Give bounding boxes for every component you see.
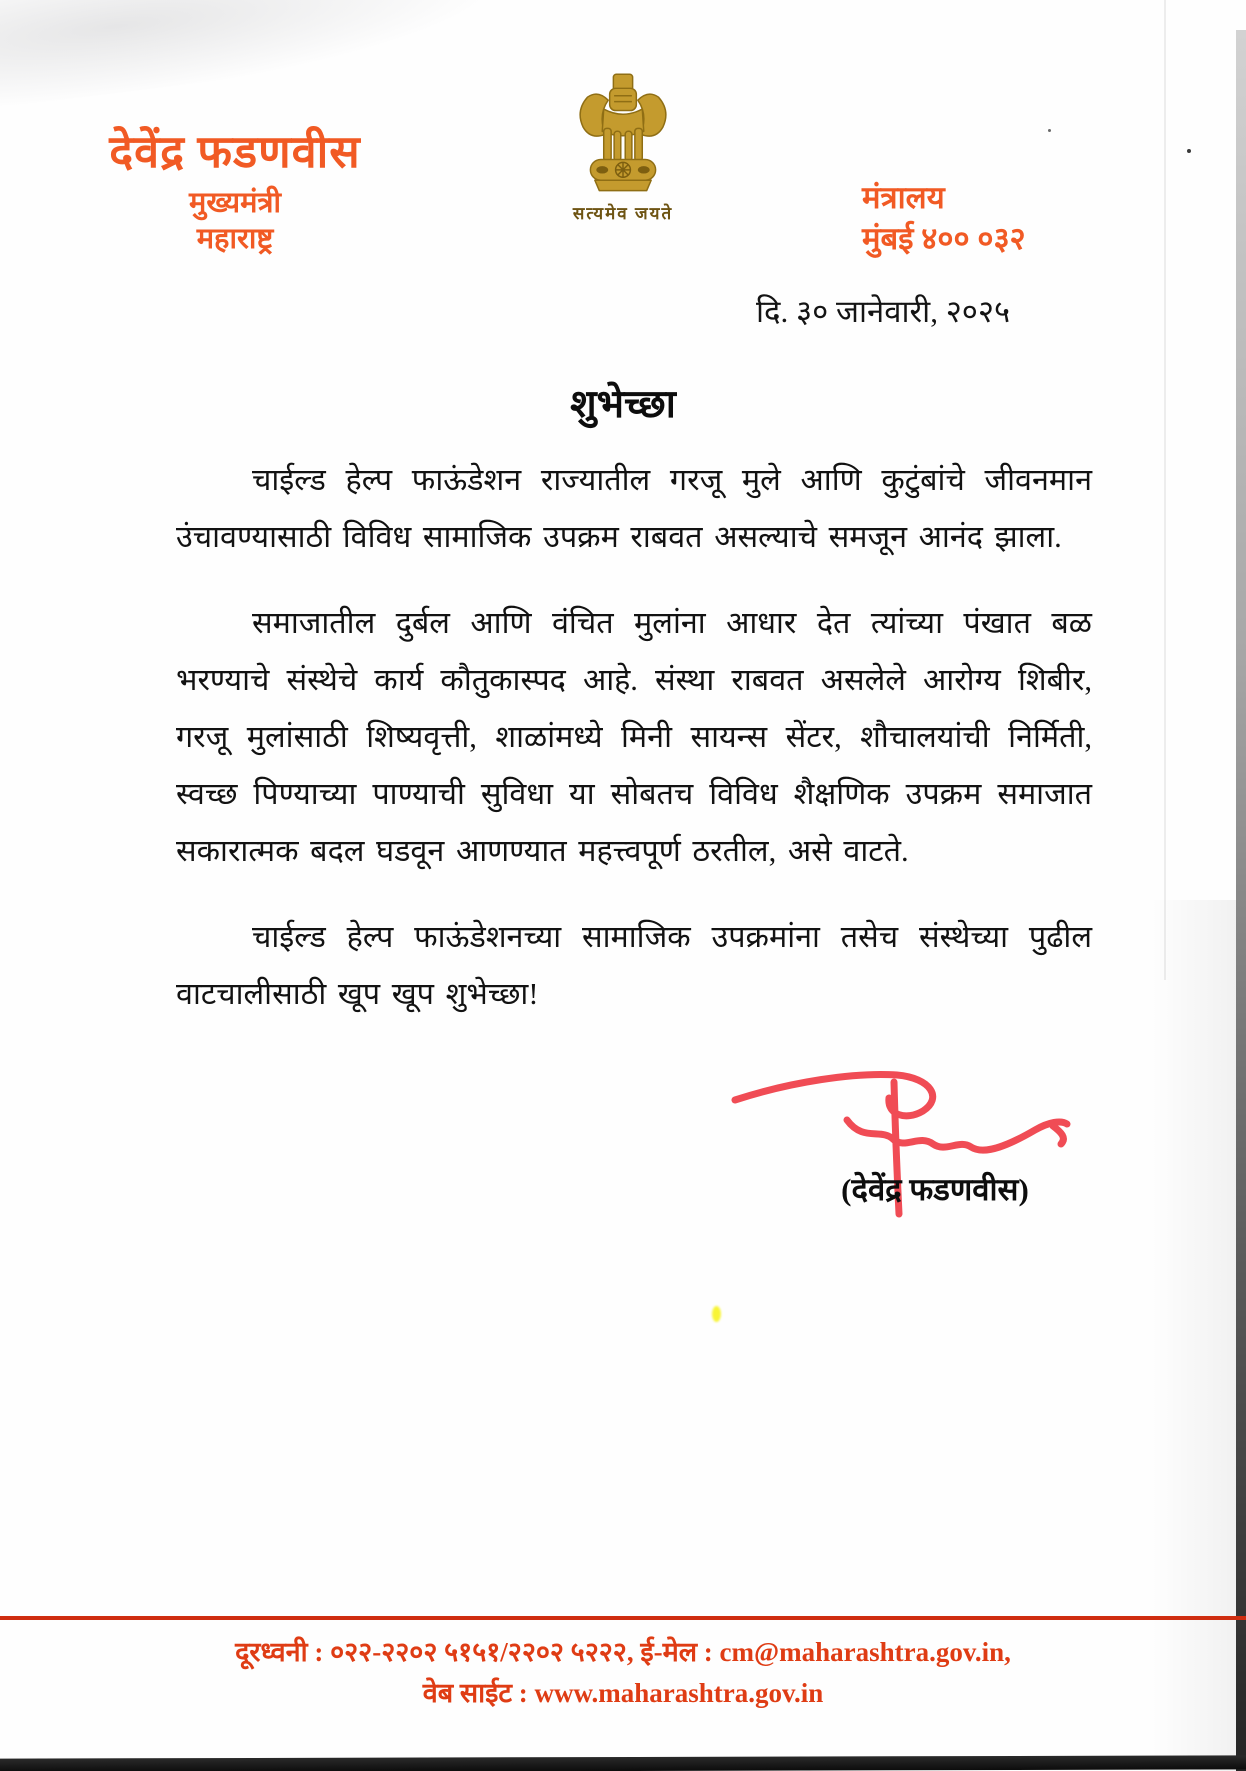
- scan-speck: [1048, 129, 1051, 132]
- scan-bottom-edge: [0, 1755, 1246, 1771]
- handwritten-signature-icon: [705, 1214, 1085, 1231]
- letterhead-sender: [92, 127, 378, 255]
- signatory-name: (देवेंद्र फडणवीस): [841, 1172, 1029, 1207]
- office-address: [862, 178, 1026, 260]
- office-city: मुंबई ४०० ०३२: [862, 220, 1026, 256]
- footer-website-line: वेब साईट : www.maharashtra.gov.in: [422, 1677, 824, 1708]
- ashoka-emblem-icon: [520, 72, 726, 198]
- sender-title: मुख्यमंत्री: [189, 187, 281, 219]
- paragraph: चाईल्ड हेल्प फाऊंडेशनच्या सामाजिक उपक्रमांना तसेच संस्थेच्या पुढील वाटचालीसाठी खूप खूप शुभेच्छा!: [176, 920, 1092, 1012]
- emblem-block: [520, 72, 726, 224]
- sender-name: देवेंद्र फडणवीस: [109, 127, 361, 177]
- highlighter-mark: [712, 1306, 721, 1322]
- office-name: मंत्रालय: [862, 180, 945, 215]
- scan-speck: [1187, 149, 1191, 153]
- sender-state: महाराष्ट्र: [196, 223, 274, 255]
- footer-contact-line: दूरध्वनी : ०२२-२२०२ ५१५१/२२०२ ५२२२, ई-मेल : cm@maharashtra.gov.in,: [235, 1637, 1011, 1667]
- paragraph: समाजातील दुर्बल आणि वंचित मुलांना आधार देत त्यांच्या पंखात बळ भरण्याचे संस्थेचे कार्य कौतुकास्पद आहे. संस्था राबवत असलेले आरोग्य शिबीर, गरजू मुलांसाठी शिष्यवृत्ती, शाळांमध्ये मिनी सायन्स सेंटर, शौचालयांची निर्मिती, स्वच्छ पिण्याच्या पाण्याची सुविधा या सोबतच विविध शैक्षणिक उपक्रम समाजात सकारात्मक बदल घडवून आणण्यात महत्त्वपूर्ण ठरतील, असे वाटते.: [176, 606, 1092, 869]
- scan-smudge: [0, 0, 485, 111]
- emblem-motto: सत्यमेव जयते: [572, 204, 674, 223]
- footer-divider: [0, 1616, 1246, 1620]
- letter-body: [176, 452, 1092, 1052]
- paper-fold-line: [1164, 0, 1166, 980]
- letter-date: दि. ३० जानेवारी, २०२५: [756, 294, 1011, 329]
- scan-right-edge: [1236, 30, 1246, 1771]
- letter-subject: शुभेच्छा: [570, 383, 676, 426]
- footer: [0, 1632, 1246, 1713]
- paragraph: चाईल्ड हेल्प फाऊंडेशन राज्यातील गरजू मुले आणि कुटुंबांचे जीवनमान उंचावण्यासाठी विविध सामाजिक उपक्रम राबवत असल्याचे समजून आनंद झाला.: [176, 463, 1092, 555]
